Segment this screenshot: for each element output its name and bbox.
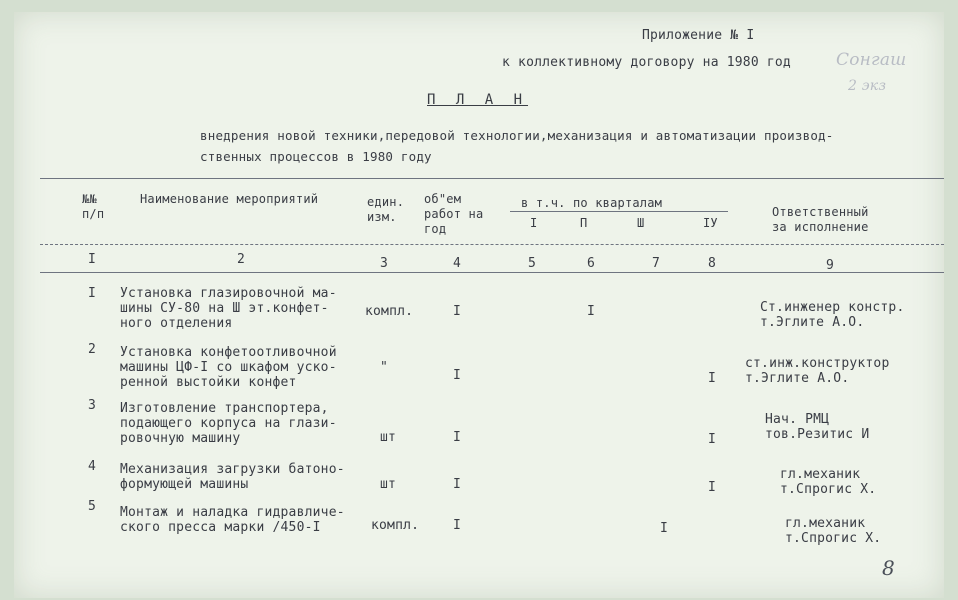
row-volume: I <box>453 304 462 319</box>
row-number: 4 <box>88 459 97 474</box>
handwritten-note: Сонгаш <box>836 50 907 70</box>
table-top-rule <box>40 178 944 179</box>
row-responsible: гл.механик т.Спрогис Х. <box>785 516 882 546</box>
row-responsible: гл.механик т.Спрогис Х. <box>780 467 877 497</box>
agreement-line: к коллективному договору на 1980 год <box>502 55 791 70</box>
row-volume: I <box>453 477 462 492</box>
row-number: 2 <box>88 342 97 357</box>
row-name: Монтаж и наладка гидравличе- ского пресса марки /450-I <box>120 505 345 535</box>
header-name: Наименование мероприятий <box>140 192 319 206</box>
row-unit: шт <box>380 430 397 445</box>
header-q2: П <box>580 216 588 230</box>
row-number: I <box>88 286 97 301</box>
header-number: №№ п/п <box>82 192 105 221</box>
column-numbers-rule <box>40 272 944 273</box>
row-q2: I <box>587 304 596 319</box>
header-quarters-group: в т.ч. по кварталам <box>521 196 663 210</box>
row-name: Механизация загрузки батоно- формующей машины <box>120 462 345 492</box>
header-bottom-rule <box>40 244 944 245</box>
quarters-underline <box>510 211 728 212</box>
row-unit: шт <box>380 477 397 492</box>
row-q3: I <box>660 521 669 536</box>
document-subtitle-line1: внедрения новой техники,передовой технологии,механизация и автоматизации производ- <box>200 128 834 143</box>
row-q4: I <box>708 432 717 447</box>
column-number-6: 6 <box>587 256 596 271</box>
row-q4: I <box>708 371 717 386</box>
row-responsible: ст.инж.конструктор т.Эглите А.О. <box>745 356 890 386</box>
row-volume: I <box>453 368 462 383</box>
column-number-1: I <box>88 252 97 267</box>
handwritten-note-2: 2 экз <box>848 78 887 94</box>
row-number: 5 <box>88 499 97 514</box>
row-unit: компл. <box>371 518 420 533</box>
row-number: 3 <box>88 398 97 413</box>
column-number-7: 7 <box>652 256 661 271</box>
row-name: Установка глазировочной ма- шины СУ-80 на Ш эт.конфет- ного отделения <box>120 286 337 331</box>
header-q1: I <box>530 216 538 230</box>
row-unit: " <box>380 360 389 375</box>
column-number-2: 2 <box>237 252 246 267</box>
row-volume: I <box>453 518 462 533</box>
header-volume: об"ем работ на год <box>424 192 484 236</box>
document-title: П Л А Н <box>427 92 529 108</box>
column-number-8: 8 <box>708 256 717 271</box>
row-name: Изготовление транспортера, подающего корпуса на глази- ровочную машину <box>120 401 337 446</box>
header-q3: Ш <box>637 216 645 230</box>
row-unit: компл. <box>365 304 414 319</box>
document-subtitle-line2: ственных процессов в 1980 году <box>200 149 432 164</box>
page-number-mark: 8 <box>882 556 895 580</box>
column-number-4: 4 <box>453 256 462 271</box>
header-unit: един. изм. <box>367 195 405 224</box>
row-responsible: Нач. РМЦ тов.Резитис И <box>765 412 870 442</box>
row-name: Установка конфетоотливочной машины ЦФ-I со шкафом уско- ренной выстойки конфет <box>120 345 337 390</box>
appendix-label: Приложение № I <box>642 28 755 43</box>
row-volume: I <box>453 430 462 445</box>
header-responsible: Ответственный за исполнение <box>772 205 869 234</box>
header-q4: IУ <box>703 216 718 230</box>
row-responsible: Ст.инженер констр. т.Эглите А.О. <box>760 300 905 330</box>
row-q4: I <box>708 480 717 495</box>
column-number-3: 3 <box>380 256 389 271</box>
column-number-5: 5 <box>528 256 537 271</box>
column-number-9: 9 <box>826 258 835 273</box>
